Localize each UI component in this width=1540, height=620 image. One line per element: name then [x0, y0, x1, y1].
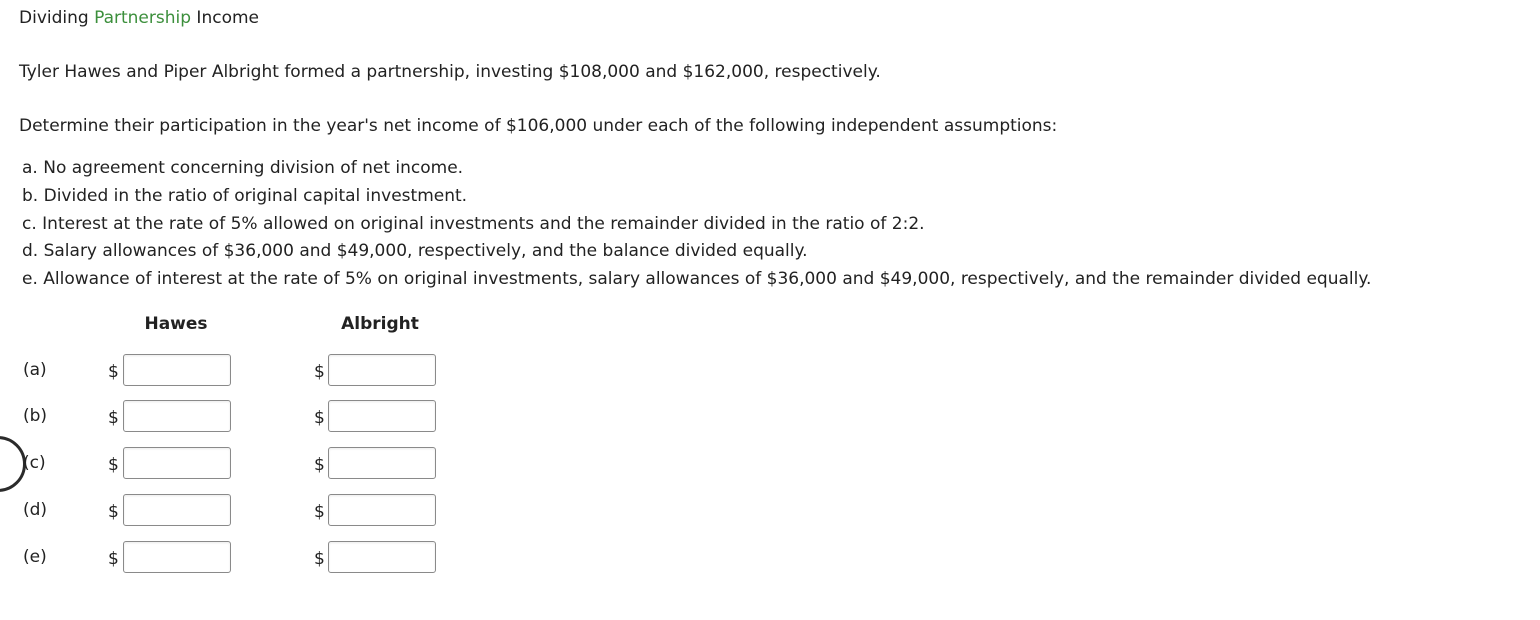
title-prefix: Dividing — [19, 8, 95, 28]
hawes-amount-input-c[interactable] — [123, 447, 231, 479]
dollar-sign: $ — [108, 549, 119, 569]
dollar-sign: $ — [314, 502, 325, 522]
row-label: (e) — [23, 547, 47, 567]
title-suffix: Income — [191, 8, 259, 28]
instruction-text: Determine their participation in the year's net income of $106,000 under each of the following independent assumptions: — [19, 116, 1058, 136]
dollar-sign: $ — [314, 549, 325, 569]
dollar-sign: $ — [108, 408, 119, 428]
row-label: (d) — [23, 500, 48, 520]
row-label: (c) — [23, 453, 46, 473]
albright-amount-input-b[interactable] — [328, 400, 436, 432]
answer-row-a — [0, 353, 460, 389]
assumption-e: e. Allowance of interest at the rate of 5% on original investments, salary allowances of $36,000 and $49,000, respectively, and the remainder divided equally. — [22, 269, 1372, 289]
dollar-sign: $ — [108, 502, 119, 522]
page-title — [19, 7, 259, 29]
dollar-sign: $ — [314, 362, 325, 382]
dollar-sign: $ — [314, 455, 325, 475]
column-header-hawes: Hawes — [144, 314, 208, 334]
row-label: (b) — [23, 406, 48, 426]
albright-amount-input-a[interactable] — [328, 354, 436, 386]
row-label: (a) — [23, 360, 47, 380]
dollar-sign: $ — [314, 408, 325, 428]
hawes-amount-input-e[interactable] — [123, 541, 231, 573]
assumption-d: d. Salary allowances of $36,000 and $49,000, respectively, and the balance divided equally. — [22, 241, 808, 262]
intro-text: Tyler Hawes and Piper Albright formed a partnership, investing $108,000 and $162,000, respectively. — [19, 62, 881, 82]
albright-amount-input-e[interactable] — [328, 541, 436, 573]
hawes-amount-input-d[interactable] — [123, 494, 231, 526]
assumptions-list — [22, 156, 1371, 295]
dollar-sign: $ — [108, 455, 119, 475]
dollar-sign: $ — [108, 362, 119, 382]
hawes-amount-input-b[interactable] — [123, 400, 231, 432]
albright-amount-input-d[interactable] — [328, 494, 436, 526]
column-header-albright: Albright — [341, 314, 419, 334]
answer-row-e — [0, 540, 460, 576]
assumption-b: b. Divided in the ratio of original capital investment. — [22, 185, 468, 206]
title-keyword-link[interactable]: Partnership — [94, 8, 192, 28]
answer-row-b — [0, 399, 460, 435]
assumption-c: c. Interest at the rate of 5% allowed on original investments and the remainder divided in the ratio of 2:2. — [22, 213, 925, 234]
hawes-amount-input-a[interactable] — [123, 354, 231, 386]
assumption-a: a. No agreement concerning division of net income. — [22, 158, 464, 178]
albright-amount-input-c[interactable] — [328, 447, 436, 479]
answer-row-c — [0, 446, 460, 482]
answer-row-d — [0, 493, 460, 529]
